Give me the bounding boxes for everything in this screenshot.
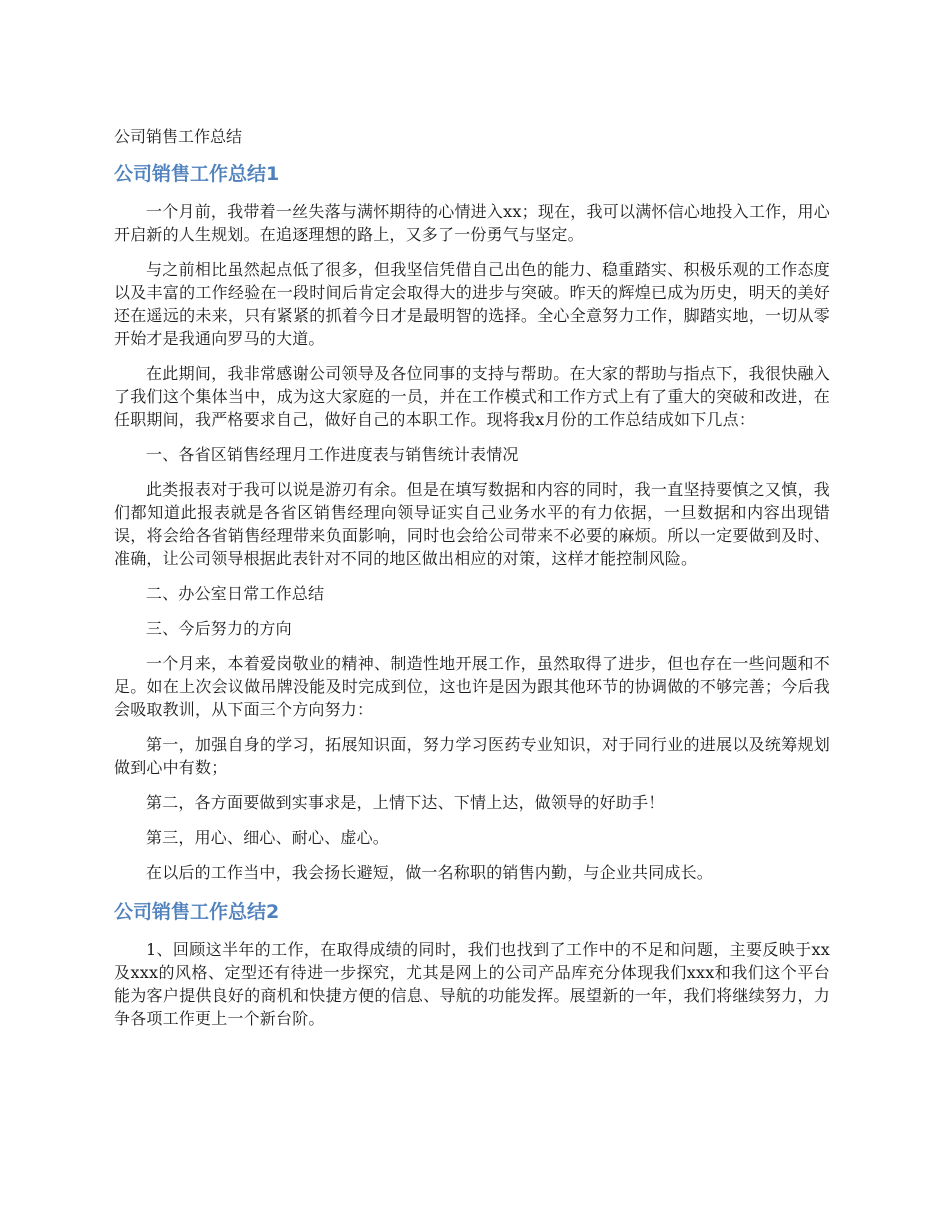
section-heading: 公司销售工作总结1 [114,163,280,185]
document-content [114,124,830,1042]
subheading-paragraph: 一、各省区销售经理月工作进度表与销售统计表情况 [146,445,519,464]
paragraph: 第一，加强自身的学习，拓展知识面，努力学习医药专业知识，对于同行业的进展以及统筹规划做到心中有数； [114,735,830,777]
paragraph: 第二，各方面要做到实事求是，上情下达、下情上达，做领导的好助手！ [146,793,665,812]
paragraph: 第三，用心、细心、耐心、虚心。 [146,828,390,847]
subheading-paragraph: 二、办公室日常工作总结 [146,584,325,603]
document-title: 公司销售工作总结 [114,127,243,146]
paragraph: 与之前相比虽然起点低了很多，但我坚信凭借自己出色的能力、稳重踏实、积极乐观的工作态度以及丰富的工作经验在一段时间后肯定会取得大的进步与突破。昨天的辉煌已成为历史，明天的美好还在遥远的未来，只有紧紧的抓着今日才是最明智的选择。全心全意努力工作，脚踏实地，一切从零开始才是我通向罗马的大道。 [114,260,830,348]
paragraph: 在此期间，我非常感谢公司领导及各位同事的支持与帮助。在大家的帮助与指点下，我很快融入了我们这个集体当中，成为这大家庭的一员，并在工作模式和工作方式上有了重大的突破和改进，在任职期间，我严格要求自己，做好自己的本职工作。现将我x月份的工作总结成如下几点： [114,364,830,429]
paragraph: 1、回顾这半年的工作，在取得成绩的同时，我们也找到了工作中的不足和问题，主要反映于xx及xxx的风格、定型还有待进一步探究，尤其是网上的公司产品库充分体现我们xxx和我们这个平台能为客户提供良好的商机和快捷方便的信息、导航的功能发挥。展望新的一年，我们将继续努力，力争各项工作更上一个新台阶。 [114,940,830,1028]
paragraph: 一个月来，本着爱岗敬业的精神、制造性地开展工作，虽然取得了进步，但也存在一些问题和不足。如在上次会议做吊牌没能及时完成到位，这也许是因为跟其他环节的协调做的不够完善；今后我会吸取教训，从下面三个方向努力： [114,654,830,719]
section-1 [114,160,830,884]
paragraph: 此类报表对于我可以说是游刃有余。但是在填写数据和内容的同时，我一直坚持要慎之又慎，我们都知道此报表就是各省区销售经理向领导证实自己业务水平的有力依据，一旦数据和内容出现错误，将会给各省销售经理带来负面影响，同时也会给公司带来不必要的麻烦。所以一定要做到及时、准确，让公司领导根据此表针对不同的地区做出相应的对策，这样才能控制风险。 [114,480,830,568]
section-2 [114,898,830,1030]
paragraph: 在以后的工作当中，我会扬长避短，做一名称职的销售内勤，与企业共同成长。 [146,863,714,882]
paragraph: 一个月前，我带着一丝失落与满怀期待的心情进入xx；现在，我可以满怀信心地投入工作，用心开启新的人生规划。在追逐理想的路上，又多了一份勇气与坚定。 [114,202,830,244]
subheading-paragraph: 三、今后努力的方向 [146,619,292,638]
section-heading: 公司销售工作总结2 [114,901,280,923]
